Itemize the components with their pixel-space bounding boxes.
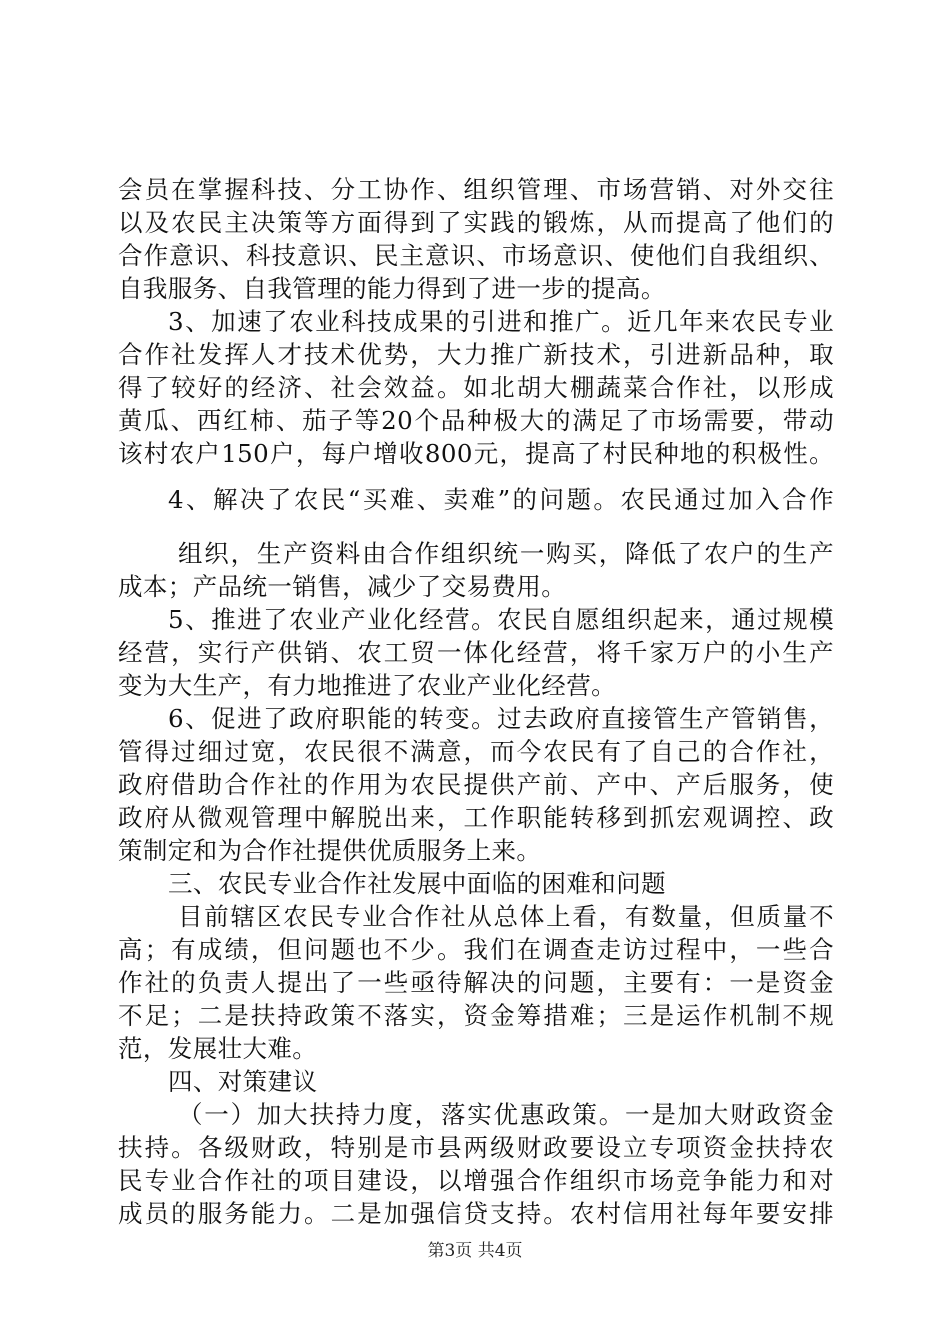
text-line: 作社的负责人提出了一些亟待解决的问题，主要有：一是资金 — [118, 968, 834, 997]
text-line: 以及农民主决策等方面得到了实践的锻炼，从而提高了他们的 — [118, 208, 834, 237]
text-line: 组织，生产资料由合作组织统一购买，降低了农户的生产 — [178, 539, 834, 568]
text-line: 合作社发挥人才技术优势，大力推广新技术，引进新品种，取 — [118, 340, 834, 369]
text-line: 合作意识、科技意识、民主意识、市场意识、使他们自我组织、 — [118, 241, 834, 270]
text-line: 政府借助合作社的作用为农民提供产前、产中、产后服务，使 — [118, 770, 834, 799]
text-line: 4、解决了农民“买难、卖难”的问题。农民通过加入合作 — [168, 485, 834, 514]
text-line: 5、推进了农业产业化经营。农民自愿组织起来，通过规模 — [168, 605, 834, 634]
text-line: 该村农户150户，每户增收800元，提高了村民种地的积极性。 — [118, 439, 834, 468]
text-line: 不足；二是扶持政策不落实，资金筹措难；三是运作机制不规 — [118, 1001, 834, 1030]
section-heading: 三、农民专业合作社发展中面临的困难和问题 — [168, 869, 666, 898]
text-line: 策制定和为合作社提供优质服务上来。 — [118, 836, 542, 865]
text-line: 成本；产品统一销售，减少了交易费用。 — [118, 572, 567, 601]
text-line: 管得过细过宽，农民很不满意，而今农民有了自己的合作社， — [118, 737, 834, 766]
text-line: 黄瓜、西红柿、茄子等20个品种极大的满足了市场需要，带动 — [118, 406, 834, 435]
text-line: 经营，实行产供销、农工贸一体化经营，将千家万户的小生产 — [118, 638, 834, 667]
text-line: 自我服务、自我管理的能力得到了进一步的提高。 — [118, 274, 666, 303]
text-line: 会员在掌握科技、分工协作、组织管理、市场营销、对外交往 — [118, 175, 834, 204]
text-line: 3、加速了农业科技成果的引进和推广。近几年来农民专业 — [168, 307, 834, 336]
text-line: 高；有成绩，但问题也不少。我们在调查走访过程中，一些合 — [118, 935, 834, 964]
text-line: 民专业合作社的项目建设，以增强合作组织市场竞争能力和对 — [118, 1166, 834, 1195]
text-line: 政府从微观管理中解脱出来，工作职能转移到抓宏观调控、政 — [118, 803, 834, 832]
text-line: 成员的服务能力。二是加强信贷支持。农村信用社每年要安排 — [118, 1199, 834, 1228]
text-line: 扶持。各级财政，特别是市县两级财政要设立专项资金扶持农 — [118, 1133, 834, 1162]
text-line: 得了较好的经济、社会效益。如北胡大棚蔬菜合作社，以形成 — [118, 373, 834, 402]
section-heading: 四、对策建议 — [168, 1067, 318, 1096]
text-line: 目前辖区农民专业合作社从总体上看，有数量，但质量不 — [178, 902, 834, 931]
text-line: （一）加大扶持力度，落实优惠政策。一是加大财政资金 — [178, 1100, 834, 1129]
text-line: 变为大生产，有力地推进了农业产业化经营。 — [118, 671, 616, 700]
page-footer: 第3页 共4页 — [427, 1241, 523, 1261]
text-line: 6、促进了政府职能的转变。过去政府直接管生产管销售， — [168, 704, 834, 733]
text-line: 范，发展壮大难。 — [118, 1034, 318, 1063]
